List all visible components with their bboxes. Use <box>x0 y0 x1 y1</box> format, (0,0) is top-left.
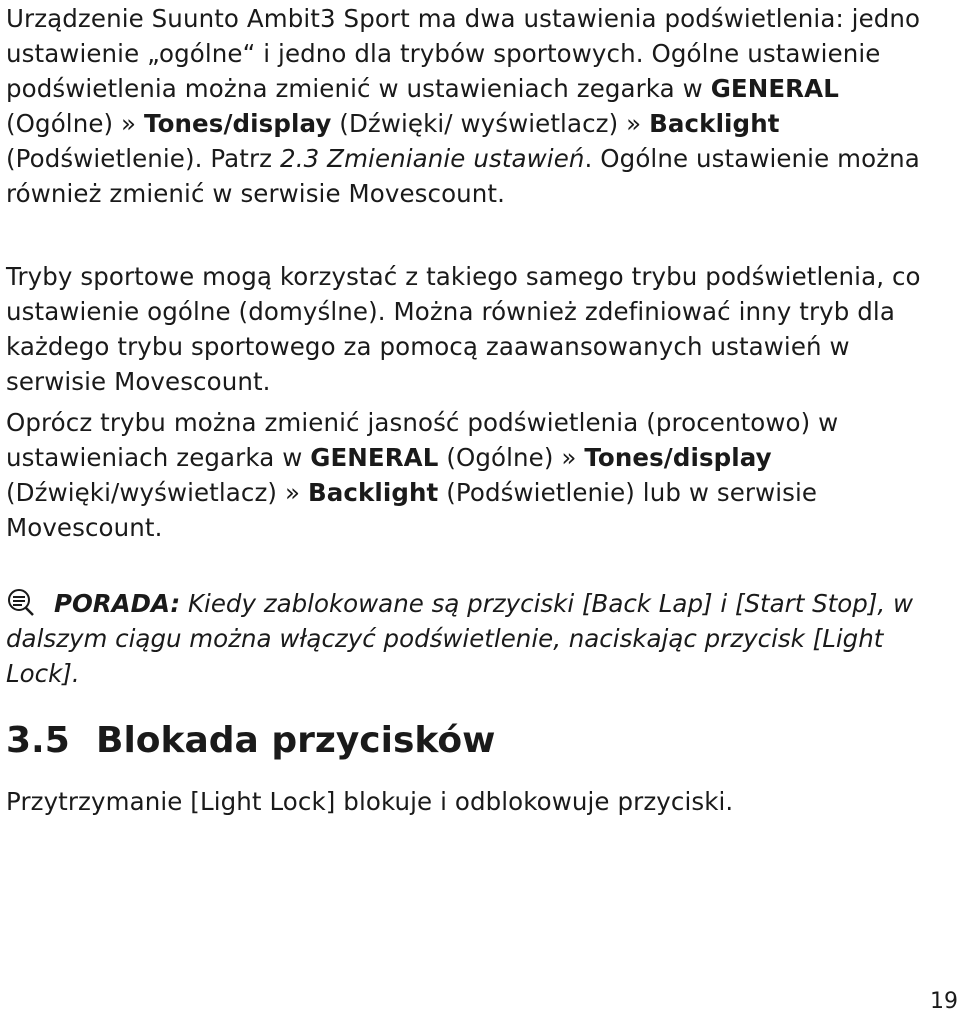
section-title: Blokada przycisków <box>96 720 496 761</box>
para3-text-4: (Podświetlenie) lub w serwisie Movescount. <box>6 478 818 542</box>
tip-note <box>6 586 951 691</box>
tip-icon <box>6 588 50 618</box>
menu-backlight: Backlight <box>649 109 780 138</box>
page-number: 19 <box>930 989 958 1014</box>
paragraph-button-lock: Przytrzymanie [Light Lock] blokuje i odblokowuje przyciski. <box>6 787 734 816</box>
para3-text-3: (Dźwięki/wyświetlacz) » <box>6 478 308 507</box>
menu-tones-display: Tones/display <box>144 109 332 138</box>
para1-text-2: (Ogólne) » <box>6 109 145 138</box>
paragraph-brightness <box>6 405 951 545</box>
para3-text-2: (Ogólne) » <box>438 443 585 472</box>
section-reference-link[interactable]: 2.3 Zmienianie ustawień <box>280 144 585 173</box>
para1-text-3: (Dźwięki/ wyświetlacz) » <box>331 109 650 138</box>
paragraph-sport-modes: Tryby sportowe mogą korzystać z takiego samego trybu podświetlenia, co ustawienie ogólne (domyślne). Można również zdefiniować inny tryb dla każdego trybu sportowego za pomocą zaawansowanych ustawień w serwisie Movescount. <box>6 262 921 396</box>
section-number: 3.5 <box>6 720 70 761</box>
menu-general: GENERAL <box>710 74 839 103</box>
paragraph-backlight-settings <box>6 1 951 211</box>
tip-label: PORADA: <box>54 589 181 618</box>
para1-text-1: Urządzenie Suunto Ambit3 Sport ma dwa ustawienia podświetlenia: jedno ustawienie „ogólne“ i jedno dla trybów sportowych. Ogólne ustawienie podświetlenia można zmienić w ustawieniach zegarka w <box>6 4 921 103</box>
section-heading <box>6 716 495 766</box>
menu-general-2: GENERAL <box>310 443 439 472</box>
menu-tones-display-2: Tones/display <box>584 443 772 472</box>
para3-text-1: Oprócz trybu można zmienić jasność podświetlenia (procentowo) w ustawieniach zegarka w <box>6 408 839 472</box>
para1-text-5: . Ogólne ustawienie można również zmienić w serwisie Movescount. <box>6 144 920 208</box>
para1-text-4: (Podświetlenie). Patrz <box>6 144 281 173</box>
menu-backlight-2: Backlight <box>307 478 439 507</box>
tip-text: Kiedy zablokowane są przyciski [Back Lap] i [Start Stop], w dalszym ciągu można włączyć podświetlenie, naciskając przycisk [Light Lock]. <box>6 589 914 688</box>
